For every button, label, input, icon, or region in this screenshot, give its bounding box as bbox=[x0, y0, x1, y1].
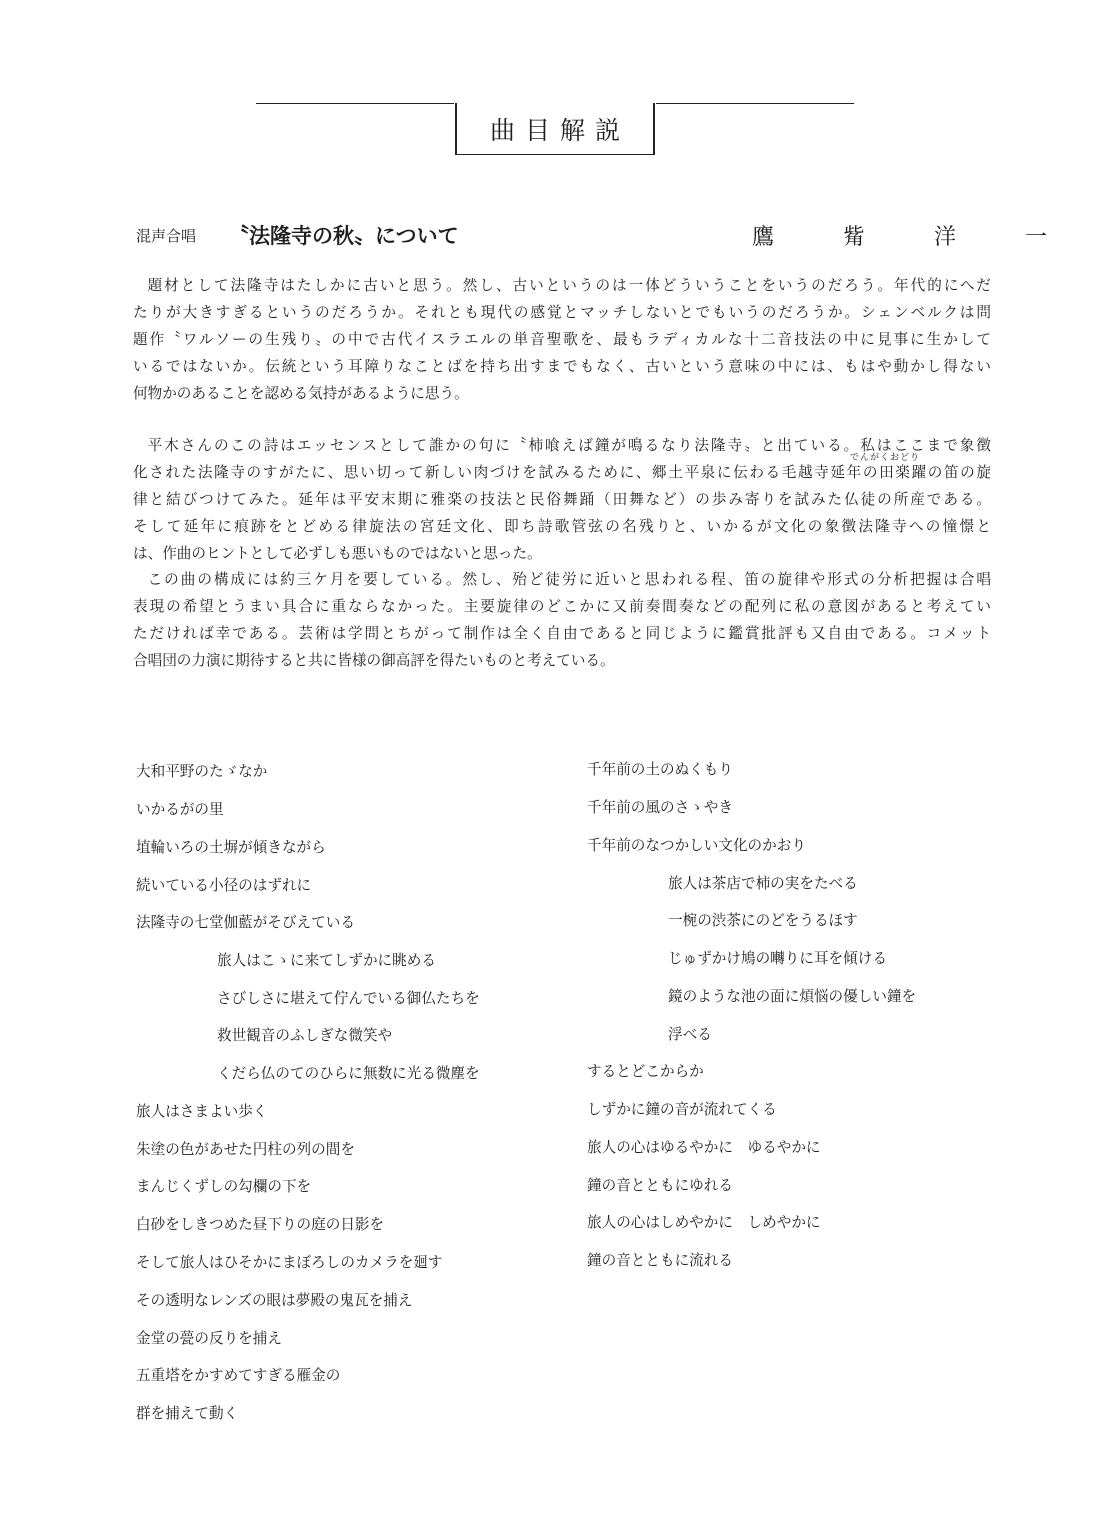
poem-line: 続いている小径のはずれに bbox=[136, 877, 312, 894]
poem-line: 千年前のなつかしい文化のかおり bbox=[587, 837, 806, 854]
piece-title: 〝法隆寺の秋〟について bbox=[228, 224, 459, 248]
text-line: この曲の構成には約三ケ月を要している。然し、殆ど徒労に近いと思われる程、笛の旋律や形式の分析把握は合唱 bbox=[147, 571, 991, 588]
poem-line: 千年前の風のさゝやき bbox=[587, 799, 733, 816]
poem-line: 旅人はさまよい歩く bbox=[136, 1103, 268, 1120]
commentary-paragraph-2 bbox=[133, 432, 991, 567]
poem-line: 旅人の心はしめやかに しめやかに bbox=[587, 1214, 821, 1231]
text-line: 合唱団の力演に期待すると共に皆様の御高評を得たいものと考えている。 bbox=[133, 652, 615, 669]
poem-line: 法隆寺の七堂伽藍がそびえている bbox=[136, 914, 355, 931]
poem-line: 大和平野のたゞなか bbox=[136, 763, 268, 780]
poem-line: 旅人の心はゆるやかに ゆるやかに bbox=[587, 1139, 821, 1156]
poem-line: 浮べる bbox=[668, 1026, 712, 1043]
poem-line: 金堂の甍の反りを捕え bbox=[136, 1330, 282, 1347]
poem-line: 千年前の土のぬくもり bbox=[587, 761, 733, 778]
page-title: 曲目解説 bbox=[489, 116, 630, 145]
text-line: 律と結びつけてみた。延年は平安末期に雅楽の技法と民俗舞踊（田舞など）の歩み寄りを試みた仏徒の所産である。 bbox=[133, 491, 991, 508]
text-line: 平木さんのこの詩はエッセンスとして誰かの句に〝柿喰えば鐘が鳴るなり法隆寺〟と出ている。私はここまで象徴 bbox=[147, 437, 991, 454]
text-line: ただければ幸である。芸術は学問とちがって制作は全く自由であると同じように鑑賞批評も又自由である。コメット bbox=[133, 625, 991, 642]
poem-line: 鏡のような池の面に煩悩の優しい鐘を bbox=[668, 988, 917, 1005]
text-line: は、作曲のヒントとして必ずしも悪いものではないと思った。 bbox=[133, 545, 542, 562]
poem-line: 白砂をしきつめた昼下りの庭の日影を bbox=[136, 1216, 385, 1233]
poem-line: 埴輪いろの土塀が傾きながら bbox=[136, 839, 326, 856]
poem-line: 旅人はこゝに来てしずかに眺める bbox=[217, 952, 436, 969]
furigana-dengaku-odori: でんがくおどり bbox=[850, 453, 921, 463]
text-line: 化された法隆寺のすがたに、思い切って新しい肉づけを試みるために、郷土平泉に伝わる毛越寺延年の田楽躍の笛の旋 bbox=[133, 464, 991, 481]
piece-author: 鷹 觜 洋 一 bbox=[752, 225, 1078, 250]
poem-line: 鐘の音とともにゆれる bbox=[587, 1177, 733, 1194]
poem-line: 群を捕えて動く bbox=[136, 1405, 239, 1422]
text-line: 題作〝ワルソーの生残り〟の中で古代イスラエルの単音聖歌を、最もラディカルな十二音技法の中に見事に生かして bbox=[133, 331, 991, 348]
poem-line: しずかに鐘の音が流れてくる bbox=[587, 1101, 777, 1118]
poem-line: そして旅人はひそかにまぼろしのカメラを廻す bbox=[136, 1254, 443, 1271]
header-rule-right bbox=[656, 103, 854, 104]
commentary-paragraph-1 bbox=[133, 272, 991, 407]
poem-line: するとどこからか bbox=[587, 1063, 704, 1080]
text-line: いるではないか。伝統という耳障りなことばを持ち出すまでもなく、古いという意味の中には、もはや動かし得ない bbox=[133, 358, 991, 375]
text-line: 何物かのあることを認める気持があるように思う。 bbox=[133, 385, 469, 402]
text-line: たりが大きすぎるというのだろうか。それとも現代の感覚とマッチしないとでもいうのだろうか。シェンベルクは問 bbox=[133, 304, 991, 321]
text-line: 表現の希望とうまい具合に重ならなかった。主要旋律のどこかに又前奏間奏などの配列に私の意図があると考えてい bbox=[133, 598, 991, 615]
poem-line: 救世観音のふしぎな微笑や bbox=[217, 1027, 393, 1044]
poem-line: 鐘の音とともに流れる bbox=[587, 1252, 733, 1269]
poem-line: 朱塗の色があせた円柱の列の間を bbox=[136, 1141, 355, 1158]
poem-line: 旅人は茶店で柿の実をたべる bbox=[668, 875, 858, 892]
poem-line: くだら仏のてのひらに無数に光る微塵を bbox=[217, 1065, 480, 1082]
poem-line: じゅずかけ鳩の囀りに耳を傾ける bbox=[668, 950, 887, 967]
text-line: そして延年に痕跡をとどめる律旋法の宮廷文化、即ち詩歌管弦の名残りと、いかるが文化の象徴法隆寺への憧憬と bbox=[133, 518, 991, 535]
piece-genre: 混声合唱 bbox=[136, 227, 197, 245]
commentary-paragraph-3 bbox=[133, 566, 991, 674]
header-rule-left bbox=[256, 103, 454, 104]
poem-line: いかるがの里 bbox=[136, 801, 224, 818]
text-line: 題材として法隆寺はたしかに古いと思う。然し、古いというのは一体どういうことをいうのだろう。年代的にへだ bbox=[147, 277, 991, 294]
poem-line: 五重塔をかすめてすぎる雁金の bbox=[136, 1367, 341, 1384]
poem-line: 一椀の渋茶にのどをうるほす bbox=[668, 912, 858, 929]
poem-line: その透明なレンズの眼は夢殿の鬼瓦を捕え bbox=[136, 1292, 413, 1309]
poem-line: さびしさに堪えて佇んでいる御仏たちを bbox=[217, 990, 480, 1007]
poem-line: まんじくずしの勾欄の下を bbox=[136, 1178, 312, 1195]
